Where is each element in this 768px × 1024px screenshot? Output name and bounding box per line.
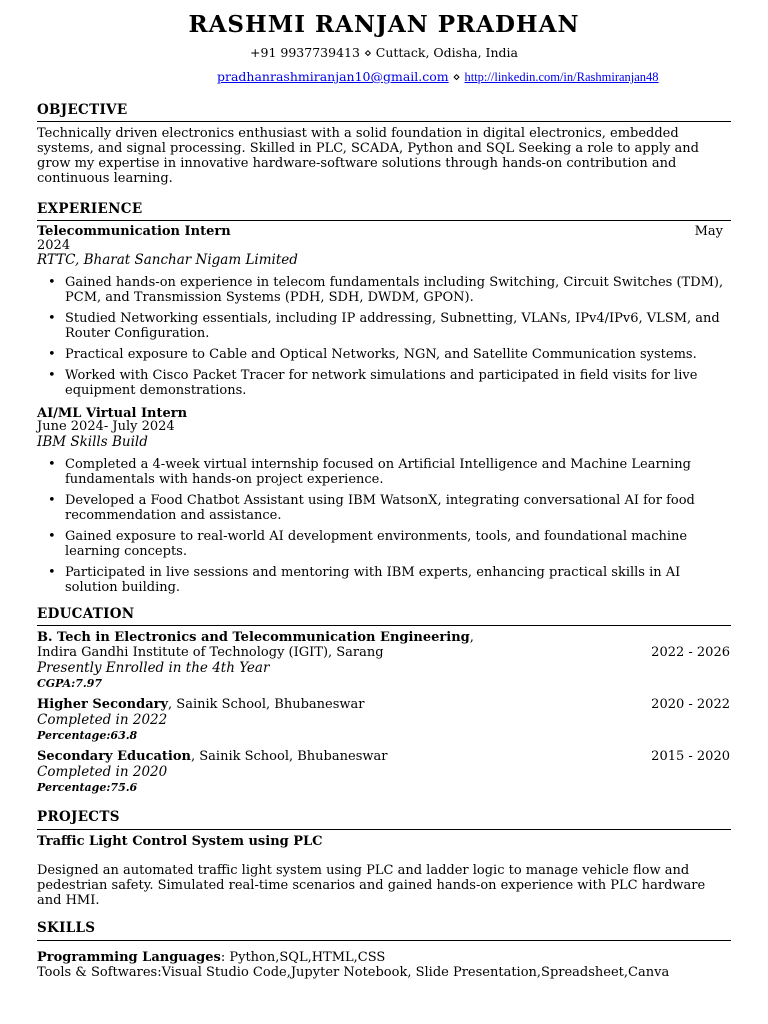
- list-item: • Worked with Cisco Packet Tracer for network simulations and participated in field visits for live equipment demonstrations.: [37, 368, 727, 398]
- candidate-name: RASHMI RANJAN PRADHAN: [188, 11, 580, 38]
- education-years: 2020 - 2022: [651, 697, 730, 712]
- education-entry-degree-line: [37, 749, 387, 764]
- objective-text: Technically driven electronics enthusiast with a solid foundation in digital electronics, embedded systems, and signal processing. Skilled in PLC, SCADA, Python and SQL Seeking a role to apply and grow my expertise in innovative hardware-software solutions through hands-on contribution and continuous learning.: [37, 126, 699, 186]
- job-date-month: May: [694, 224, 723, 239]
- location: Cuttack, Odisha, India: [375, 45, 518, 60]
- degree-name: B. Tech in Electronics and Telecommunication Engineering: [37, 630, 470, 645]
- skills-programming-label: Programming Languages: [37, 950, 221, 965]
- education-years: 2015 - 2020: [651, 749, 730, 764]
- education-years: 2022 - 2026: [651, 645, 730, 660]
- institution-name: , Sainik School, Bhubaneswar: [191, 749, 388, 764]
- separator-diamond: ⋄: [452, 69, 461, 84]
- linkedin-link[interactable]: http://linkedin.com/in/Rashmiranjan48: [464, 70, 659, 84]
- degree-suffix: ,: [469, 630, 474, 645]
- job-date-range: June 2024- July 2024: [37, 419, 175, 434]
- section-divider: [37, 121, 731, 122]
- section-title-skills: SKILLS: [37, 920, 96, 936]
- education-entry-degree-line: [37, 697, 365, 712]
- degree-name: Higher Secondary: [37, 697, 169, 712]
- section-title-projects: PROJECTS: [37, 809, 120, 825]
- skills-programming-line: [37, 950, 385, 965]
- education-status: Completed in 2022: [37, 712, 168, 728]
- job-bullets: [37, 275, 727, 404]
- section-title-education: EDUCATION: [37, 606, 135, 622]
- job-role: AI/ML Virtual Intern: [37, 406, 188, 421]
- section-divider: [37, 829, 731, 830]
- degree-name: Secondary Education: [37, 749, 191, 764]
- job-date-year: 2024: [37, 238, 71, 253]
- section-title-objective: OBJECTIVE: [37, 102, 128, 118]
- list-item: • Completed a 4-week virtual internship focused on Artificial Intelligence and Machine Learning fundamentals with hands-on project experience.: [37, 457, 727, 487]
- section-divider: [37, 940, 731, 941]
- section-divider: [37, 625, 731, 626]
- list-item: • Practical exposure to Cable and Optical Networks, NGN, and Satellite Communication systems.: [37, 347, 727, 362]
- education-score: CGPA:7.97: [37, 677, 103, 690]
- institution-name: Indira Gandhi Institute of Technology (IGIT), Sarang: [37, 645, 384, 660]
- list-item: • Studied Networking essentials, including IP addressing, Subnetting, VLANs, IPv4/IPv6, VLSM, and Router Configuration.: [37, 311, 727, 341]
- skills-tools-line: Tools & Softwares:Visual Studio Code,Jupyter Notebook, Slide Presentation,Spreadsheet,Canva: [37, 965, 670, 980]
- education-status: Presently Enrolled in the 4th Year: [37, 660, 270, 676]
- institution-name: , Sainik School, Bhubaneswar: [168, 697, 365, 712]
- list-item: • Gained exposure to real-world AI development environments, tools, and foundational machine learning concepts.: [37, 529, 727, 559]
- list-item: • Participated in live sessions and mentoring with IBM experts, enhancing practical skills in AI solution building.: [37, 565, 727, 595]
- project-name: Traffic Light Control System using PLC: [37, 834, 323, 849]
- list-item: • Developed a Food Chatbot Assistant using IBM WatsonX, integrating conversational AI for food recommendation and assistance.: [37, 493, 727, 523]
- separator-diamond: ⋄: [363, 45, 372, 60]
- education-score: Percentage:63.8: [37, 729, 138, 742]
- section-title-experience: EXPERIENCE: [37, 201, 143, 217]
- email-link[interactable]: pradhanrashmiranjan10@gmail.com: [217, 69, 449, 84]
- education-status: Completed in 2020: [37, 764, 168, 780]
- project-description: Designed an automated traffic light system using PLC and ladder logic to manage vehicle flow and pedestrian safety. Simulated real-time scenarios and gained hands-on experience with PLC hardware and HMI.: [37, 863, 706, 908]
- contact-line: [0, 45, 768, 60]
- job-bullets: [37, 457, 727, 601]
- section-divider: [37, 220, 731, 221]
- list-item: • Gained hands-on experience in telecom fundamentals including Switching, Circuit Switches (TDM), PCM, and Transmission Systems (PDH, SDH, DWDM, GPON).: [37, 275, 727, 305]
- job-role: Telecommunication Intern: [37, 224, 231, 239]
- education-score: Percentage:75.6: [37, 781, 138, 794]
- skills-programming-value: : Python,SQL,HTML,CSS: [220, 950, 386, 965]
- job-organization: IBM Skills Build: [37, 434, 148, 450]
- links-line: [217, 69, 659, 85]
- job-organization: RTTC, Bharat Sanchar Nigam Limited: [37, 252, 298, 268]
- phone-number: +91 9937739413: [250, 45, 360, 60]
- education-entry-degree-line: [37, 630, 474, 645]
